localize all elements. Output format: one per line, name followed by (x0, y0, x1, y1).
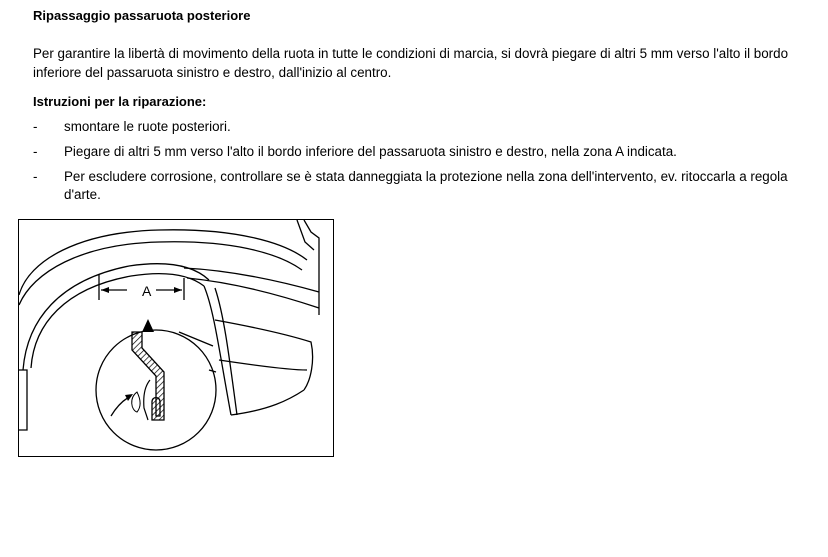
list-item-text: smontare le ruote posteriori. (64, 119, 231, 134)
instructions-heading: Istruzioni per la riparazione: (33, 94, 207, 109)
list-bullet: - (33, 119, 38, 134)
list-item (33, 118, 813, 136)
list-item (33, 168, 813, 204)
arch-outer-line (19, 230, 307, 295)
bumper-outline-2 (215, 288, 237, 415)
tail-edge (304, 220, 319, 315)
list-item (33, 143, 813, 161)
door-edge (19, 370, 27, 430)
bumper-bottom (231, 390, 304, 415)
bumper-crease (219, 360, 307, 370)
intro-paragraph: Per garantire la libertà di movimento della ruota in tutte le condizioni di marcia, si dovrà piegare di altri 5 mm verso l'alto il bordo inferiore del passaruota sinistro e destro, dall'inizio al centro. (33, 46, 789, 80)
zone-label: A (142, 283, 152, 299)
list-item-text: Piegare di altri 5 mm verso l'alto il bordo inferiore del passaruota sinistro e destro, nella zona A indicata. (64, 144, 677, 159)
dimension-arrowhead-right (174, 287, 182, 293)
list-bullet: - (33, 169, 38, 184)
instruction-list (33, 118, 813, 211)
document-title: Ripassaggio passaruota posteriore (33, 8, 251, 23)
wheel-arch-figure (18, 219, 334, 457)
tail-edge-2 (297, 220, 314, 250)
bumper-top (215, 320, 313, 390)
list-bullet: - (33, 144, 38, 159)
wheel-arch-illustration (19, 220, 332, 455)
list-item-text: Per escludere corrosione, controllare se è stata danneggiata la protezione nella zona dell'intervento, ev. ritoccarla a regola d'arte. (64, 169, 788, 202)
pointer-triangle (142, 319, 154, 332)
dimension-arrowhead-left (101, 287, 109, 293)
